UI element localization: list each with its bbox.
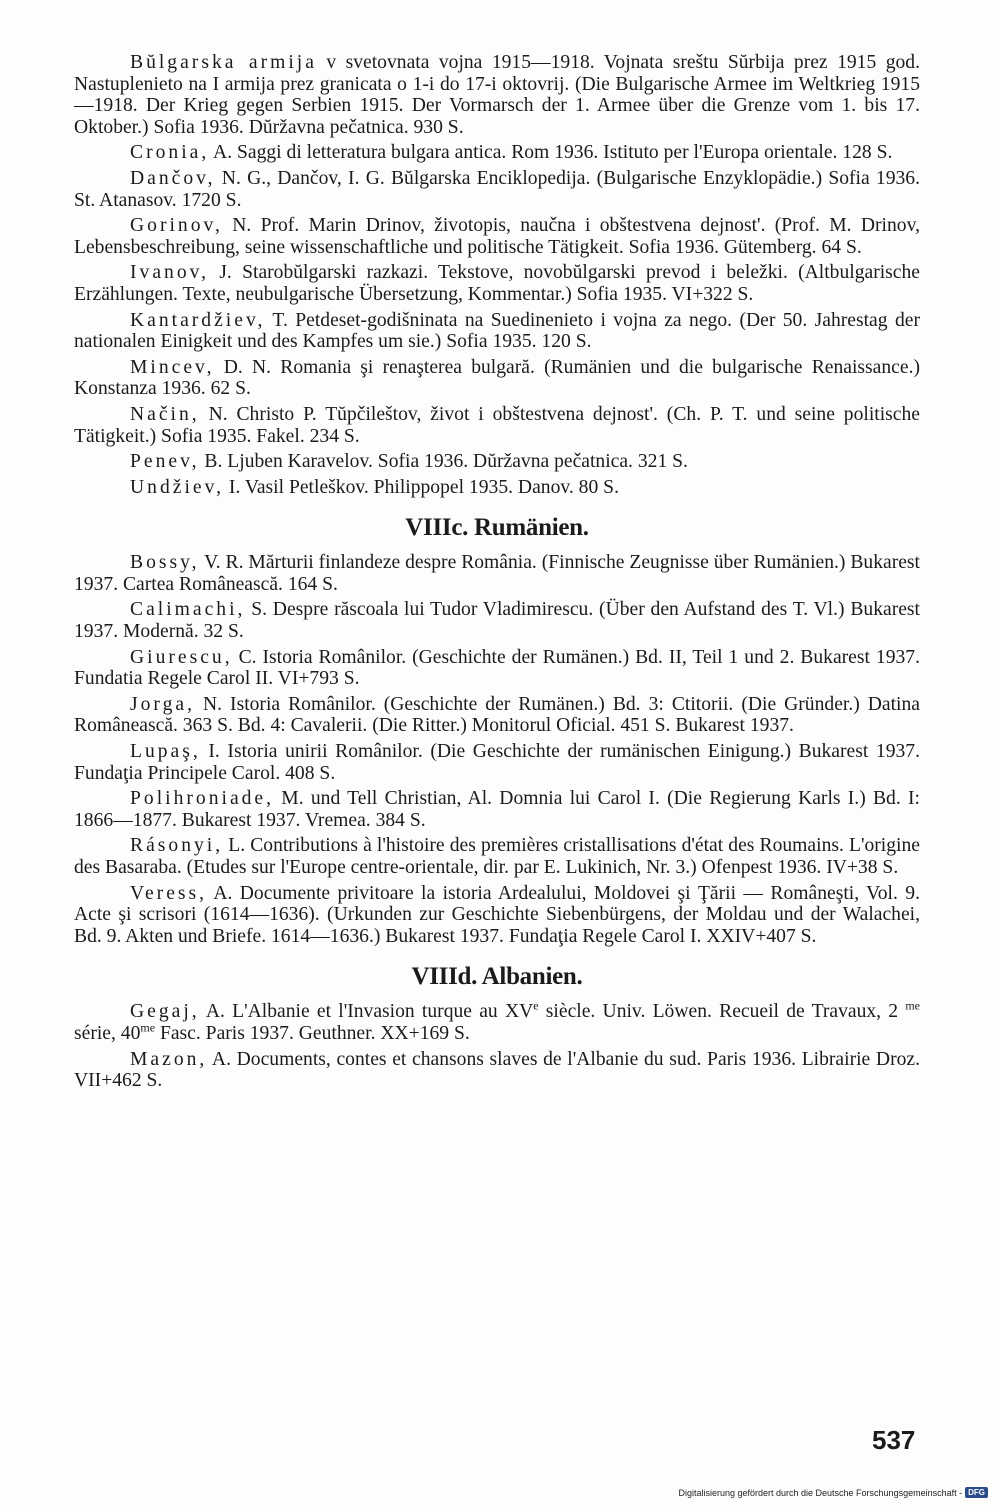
entry-author: Rásonyi, bbox=[130, 835, 224, 857]
bibliography-entry bbox=[74, 477, 920, 499]
entry-author: Bŭlgarska armija bbox=[130, 52, 317, 73]
bibliography-entry bbox=[74, 168, 920, 211]
entry-text: v svetovnata vojna 1915—1918. Vojnata sreštu Sŭrbija prez 1915 god. Nastuplenieto na I armija prez granicata o 1-i do 17-i oktovrij. (Die Bulgarische Armee im Weltkrieg 1915—1918. Der Krieg gegen Serbien 1915. Der Vormarsch der 1. Armee über die Grenze vom 1. bis 17. Oktober.) Sofia 1936. Dŭržavna pečatnica. 930 S. bbox=[74, 52, 920, 138]
entry-author: Penev, bbox=[130, 451, 200, 473]
bibliography-entry bbox=[74, 262, 920, 305]
entry-text: V. R. Mărturii finlandeze despre România. (Finnische Zeugnisse über Rumänien.) Bukarest 1937. Cartea Românească. 164 S. bbox=[74, 552, 920, 595]
superscript: me bbox=[140, 1020, 156, 1035]
bibliography-entry bbox=[74, 647, 920, 690]
bibliography-entry bbox=[74, 404, 920, 447]
entry-text: M. und Tell Christian, Al. Domnia lui Carol I. (Die Regierung Karls I.) Bd. I: 1866—1877. Bukarest 1937. Vremea. 384 S. bbox=[74, 788, 920, 831]
heading-albania: VIIId. Albanien. bbox=[411, 963, 583, 991]
entry-text: N. Istoria Românilor. (Geschichte der Rumänen.) Bd. 3: Ctitorii. (Die Gründer.) Datina Românească. 363 S. Bd. 4: Cavalerii. (Die Ritter.) Monitorul Oficial. 451 S. Bukarest 1937. bbox=[74, 693, 920, 737]
entry-text: A. L'Albanie et l'Invasion turque au XV bbox=[199, 1001, 534, 1023]
entry-author: Undžiev, bbox=[130, 476, 225, 498]
entry-text: A. Documents, contes et chansons slaves de l'Albanie du sud. Paris 1936. Librairie Droz. VII+462 S. bbox=[74, 1048, 920, 1092]
entry-author: Mazon, bbox=[130, 1048, 208, 1070]
bibliography-entry bbox=[74, 142, 920, 164]
bibliography-entry bbox=[74, 52, 920, 138]
entry-text: N. G., Dančov, I. G. Bŭlgarska Enciklopedija. (Bulgarische Enzyklopädie.) Sofia 1936. St. Atanasov. 1720 S. bbox=[74, 167, 920, 211]
bibliography-entry bbox=[74, 552, 920, 595]
superscript: me bbox=[905, 998, 920, 1013]
entry-text: siècle. Univ. Löwen. Recueil de Travaux, 2 bbox=[538, 1001, 906, 1023]
entry-text: I. Vasil Petleškov. Philippopel 1935. Danov. 80 S. bbox=[224, 476, 619, 498]
entry-text: B. Ljuben Karavelov. Sofia 1936. Dŭržavna pečatnica. 321 S. bbox=[199, 451, 688, 473]
entry-text: J. Starobŭlgarski razkazi. Tekstove, novobŭlgarski prevod i beležki. (Altbulgarische Erzählungen. Texte, neubulgarische Übersetzung, Kommentar.) Sofia 1935. VI+322 S. bbox=[74, 262, 920, 305]
bibliography-entry-mazon bbox=[74, 1049, 920, 1092]
entry-author: Lupaş, bbox=[130, 741, 201, 763]
bibliography-entry bbox=[74, 357, 920, 400]
entry-author: Ivanov, bbox=[130, 262, 210, 284]
entry-text: T. Petdeset-godišninata na Suedinenieto i vojna za nego. (Der 50. Jahrestag der nationalen Einigkeit und des Kampfes um sie.) Sofia 1935. 120 S. bbox=[74, 309, 920, 353]
entry-text: Fasc. Paris 1937. Geuthner. XX+169 S. bbox=[155, 1022, 470, 1044]
entry-text: A. Documente privitoare la istoria Ardealului, Moldovei şi Ţării — Româneşti, Vol. 9. Acte şi scrisori (1614—1636). (Urkunden zur Geschichte Siebenbürgens, der Moldau und der Walachei, Bd. 9. Akten und Briefe. 1614—1636.) Bukarest 1937. Fundaţia Regele Carol I. XXIV+407 S. bbox=[74, 882, 920, 947]
albanian-entries bbox=[74, 998, 920, 1092]
bibliography-entry bbox=[74, 741, 920, 784]
entry-text: série, 40 bbox=[74, 1022, 141, 1044]
digitization-footer bbox=[678, 1487, 988, 1498]
entry-author: Bossy, bbox=[130, 552, 200, 574]
dfg-logo-icon: DFG bbox=[965, 1487, 988, 1498]
entry-text: L. Contributions à l'histoire des premières cristallisations d'état des Roumains. L'origine des Basaraba. (Etudes sur l'Europe centre-orientale, dir. par E. Lukinich, Nr. 3.) Ofenpest 1936. IV+38 S. bbox=[74, 835, 920, 878]
bibliography-entry bbox=[74, 694, 920, 737]
entry-author: Cronia, bbox=[130, 142, 210, 164]
entry-author: Gorinov, bbox=[130, 215, 223, 237]
heading-romania: VIIIc. Rumänien. bbox=[405, 514, 589, 542]
entry-text: C. Istoria Românilor. (Geschichte der Rumänen.) Bd. II, Teil 1 und 2. Bukarest 1937. Fundatia Regele Carol II. VI+793 S. bbox=[74, 646, 920, 690]
entry-author: Kantardžiev, bbox=[130, 309, 266, 331]
entry-author: Calimachi, bbox=[130, 599, 246, 621]
romanian-entries bbox=[74, 552, 920, 947]
entry-text: D. N. Romania şi renaşterea bulgară. (Rumänien und die bulgarische Renaissance.) Konstanza 1936. 62 S. bbox=[74, 356, 920, 400]
entry-author: Dančov, bbox=[130, 167, 216, 189]
entry-author: Polihroniade, bbox=[130, 788, 275, 810]
bulgarian-entries bbox=[74, 52, 920, 498]
entry-author: Giurescu, bbox=[130, 646, 233, 668]
entry-text: S. Despre răscoala lui Tudor Vladimirescu. (Über den Aufstand des T. Vl.) Bukarest 1937. Modernă. 32 S. bbox=[74, 599, 920, 643]
entry-text: A. Saggi di letteratura bulgara antica. Rom 1936. Istituto per l'Europa orientale. 128 S. bbox=[209, 142, 893, 164]
entry-author: Veress, bbox=[130, 882, 208, 904]
bibliography-entry bbox=[74, 451, 920, 473]
bibliography-entry bbox=[74, 883, 920, 948]
bibliography-entry-gegaj bbox=[74, 998, 920, 1044]
entry-author: Mincev, bbox=[130, 356, 215, 378]
entry-author: Jorga, bbox=[130, 693, 195, 715]
footer-text: Digitalisierung gefördert durch die Deutsche Forschungsgemeinschaft - bbox=[678, 1487, 963, 1498]
bibliography-entry bbox=[74, 599, 920, 642]
bibliography-entry bbox=[74, 310, 920, 353]
superscript: e bbox=[533, 998, 539, 1013]
bibliography-entry bbox=[74, 788, 920, 831]
entry-text: I. Istoria unirii Românilor. (Die Geschichte der rumänischen Einigung.) Bukarest 1937. Fundaţia Principele Carol. 408 S. bbox=[74, 741, 920, 784]
entry-author: Gegaj, bbox=[130, 1001, 200, 1023]
entry-text: N. Christo P. Tŭpčileštov, život i obštestvena dejnost'. (Ch. P. T. und seine politische Tätigkeit.) Sofia 1935. Fakel. 234 S. bbox=[74, 403, 920, 447]
bibliography-page bbox=[74, 52, 920, 1096]
bibliography-entry bbox=[74, 215, 920, 258]
bibliography-entry bbox=[74, 835, 920, 878]
entry-author: Način, bbox=[130, 403, 200, 425]
entry-text: N. Prof. Marin Drinov, životopis, naučna i obštestvena dejnost'. (Prof. M. Drinov, Lebensbeschreibung, seine wissenschaftliche und politische Tätigkeit. Sofia 1936. Gütemberg. 64 S. bbox=[74, 215, 920, 258]
page-number: 537 bbox=[872, 1425, 916, 1455]
